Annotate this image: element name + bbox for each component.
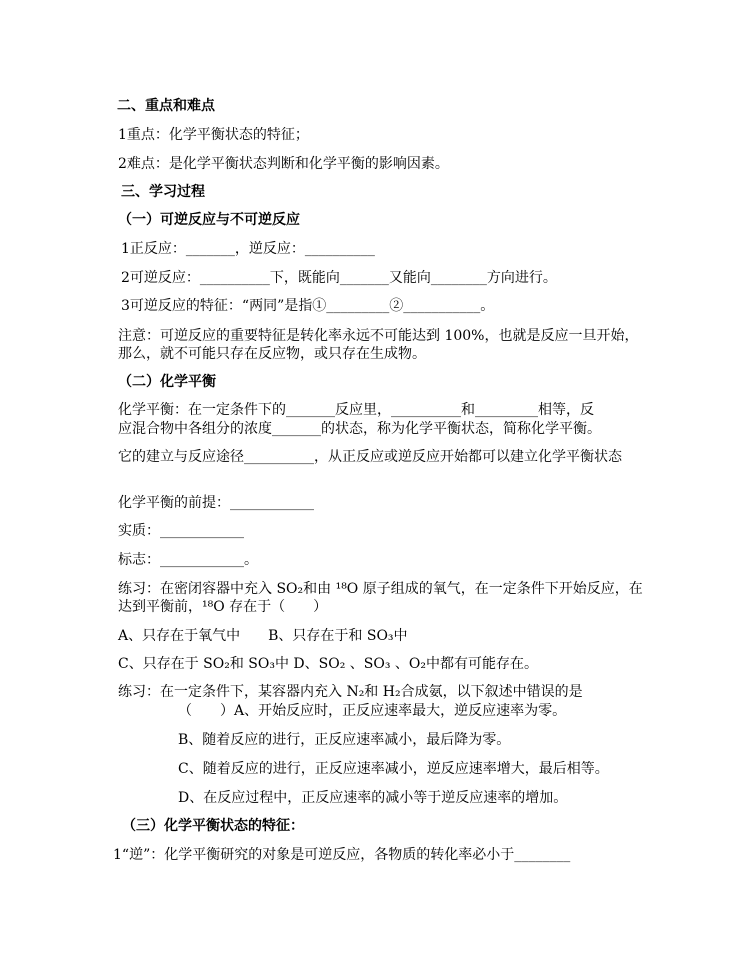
text-line: 实质：____________ xyxy=(118,523,244,539)
answer-option: C、随着反应的进行，正反应速率减小，逆反应速率增大，最后相等。 xyxy=(178,761,609,777)
text-line: 它的建立与反应途径__________，从正反应或逆反应开始都可以建立化学平衡状态 xyxy=(118,449,622,465)
text-line: 注意：可逆反应的重要特征是转化率永远不可能达到 100%，也就是反应一旦开始， xyxy=(118,328,639,344)
text-line: 2难点：是化学平衡状态判断和化学平衡的影响因素。 xyxy=(118,156,449,172)
answer-option: （ ）A、开始反应时，正反应速率最大，逆反应速率为零。 xyxy=(178,703,567,719)
text-line: 化学平衡：在一定条件下的_______反应里，__________和_________相等，反 xyxy=(118,402,594,418)
exercise-text: 练习：在密闭容器中充入 SO₂和由 ¹⁸O 原子组成的氧气，在一定条件下开始反应，在 xyxy=(118,581,643,597)
subsection-heading: （一）可逆反应与不可逆反应 xyxy=(118,212,300,228)
text-line: 标志：____________。 xyxy=(118,552,258,568)
subsection-heading: （三）化学平衡状态的特征： xyxy=(122,818,304,834)
exercise-text: 达到平衡前，¹⁸O 存在于（ ） xyxy=(118,599,328,615)
answer-option: A、只存在于氧气中 B、只存在于和 SO₃中 xyxy=(118,628,408,644)
text-line: 2可逆反应：__________下，既能向_______又能向________方向进行。 xyxy=(121,270,557,286)
text-line: 化学平衡的前提：____________ xyxy=(118,495,314,511)
text-line: 3可逆反应的特征：“两同”是指①_________②___________。 xyxy=(121,298,495,314)
text-line: 应混合物中各组分的浓度_______的状态，称为化学平衡状态，简称化学平衡。 xyxy=(118,421,601,437)
answer-option: D、在反应过程中，正反应速率的减小等于逆反应速率的增加。 xyxy=(178,790,568,806)
subsection-heading: （二）化学平衡 xyxy=(118,374,216,390)
exercise-text: 练习：在一定条件下，某容器内充入 N₂和 H₂合成氨，以下叙述中错误的是 xyxy=(118,684,583,700)
answer-option: B、随着反应的进行，正反应速率减小，最后降为零。 xyxy=(178,732,511,748)
answer-option: C、只存在于 SO₂和 SO₃中 D、SO₂ 、SO₃ 、O₂中都有可能存在。 xyxy=(118,656,538,672)
text-line: 那么，就不可能只存在反应物，或只存在生成物。 xyxy=(118,346,426,362)
text-line: 1“逆”：化学平衡研究的对象是可逆反应，各物质的转化率必小于________ xyxy=(113,847,571,863)
section-heading: 三、学习过程 xyxy=(121,184,205,200)
text-line: 1重点：化学平衡状态的特征； xyxy=(118,127,309,143)
text-line: 1正反应：_______，逆反应：__________ xyxy=(121,241,375,257)
section-heading: 二、重点和难点 xyxy=(117,98,215,114)
